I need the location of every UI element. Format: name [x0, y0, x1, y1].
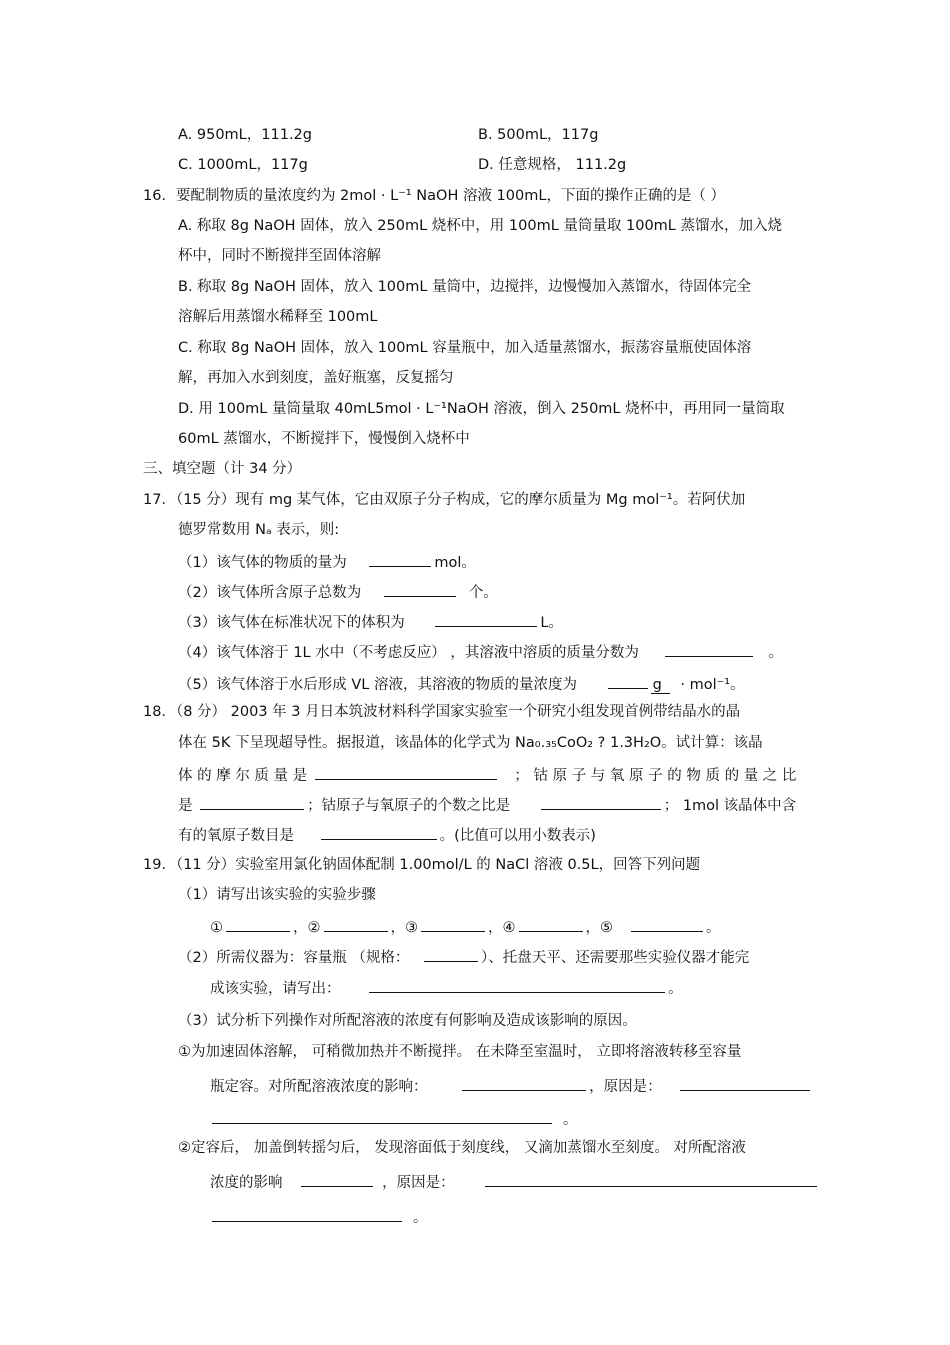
q16-option-d-line2: 60mL 蒸馏水，不断搅拌下，慢慢倒入烧杯中: [178, 431, 470, 447]
part-unit: L。: [540, 615, 563, 631]
answer-blank[interactable]: [212, 1206, 402, 1222]
answer-blank[interactable]: [665, 641, 753, 657]
section-heading: 三、填空题（计 34 分）: [143, 461, 302, 477]
q16-option-d-line1: D. 用 100mL 量筒量取 40mL5mol · L⁻¹NaOH 溶液，倒入 250mL 烧杯中，再用同一量筒取: [178, 401, 785, 417]
answer-blank[interactable]: [384, 581, 456, 597]
q17-part5: [178, 673, 745, 695]
answer-blank[interactable]: [435, 611, 537, 627]
step-end: 。: [706, 920, 721, 936]
answer-blank[interactable]: [541, 794, 661, 810]
q15-option-a: A. 950mL，111.2g: [178, 127, 312, 143]
part-unit: · mol⁻¹。: [680, 677, 745, 693]
step-marker: ，⑤: [585, 920, 613, 936]
q16-option-c-line2: 解，再加入水到刻度，盖好瓶塞，反复摇匀: [178, 370, 454, 386]
part-unit-g: g: [651, 677, 670, 694]
question-text: （15 分）现有 mg 某气体，它由双原子分子构成，它的摩尔质量为 Mg mol⁻¹。若阿伏加: [175, 492, 746, 508]
item-text: 浓度的影响: [210, 1175, 283, 1191]
step-marker: ，③: [390, 920, 418, 936]
answer-blank[interactable]: [680, 1075, 810, 1091]
step-marker: ①: [210, 920, 223, 936]
q19-item2-line1: ②定容后， 加盖倒转摇匀后， 发现溶面低于刻度线， 又滴加蒸馏水至刻度。 对所配溶液: [178, 1140, 746, 1156]
q15-option-d: D. 任意规格， 111.2g: [478, 157, 627, 173]
answer-blank[interactable]: [315, 764, 497, 780]
part-text: （5）该气体溶于水后形成 VL 溶液，其溶液的物质的量浓度为: [178, 677, 577, 693]
item-text: 。: [563, 1112, 578, 1128]
part-unit: 。: [768, 645, 783, 661]
answer-blank[interactable]: [462, 1075, 586, 1091]
part-text: ）、托盘天平、还需要那些实验仪器才能完: [480, 950, 750, 966]
part-unit: mol。: [434, 555, 476, 571]
question-text: （8 分） 2003 年 3 月日本筑波材料科学国家实验室一个研究小组发现首例带结晶水的晶: [175, 704, 741, 720]
question-number: 18．: [143, 704, 176, 720]
q19-stem: [143, 855, 700, 875]
step-marker: ，②: [293, 920, 321, 936]
line-text: 是: [178, 798, 193, 814]
q15-option-b: B. 500mL，117g: [478, 127, 599, 143]
part-text: （1）该气体的物质的量为: [178, 555, 347, 571]
q18-line3: [178, 764, 796, 786]
item-text: 。: [413, 1210, 428, 1226]
q16-option-b-line1: B. 称取 8g NaOH 固体，放入 100mL 量筒中，边搅拌，边慢慢加入蒸馏水，待固体完全: [178, 279, 752, 295]
line-text: ；钴原子与氧原子的个数之比是: [307, 798, 511, 814]
line-text: ； 1mol 该晶体中含: [663, 798, 797, 814]
q17-part2: [178, 581, 498, 603]
item-text: ，原因是：: [382, 1175, 455, 1191]
answer-blank[interactable]: [369, 977, 665, 993]
part-text: （2）所需仪器为：容量瓶 （规格：: [178, 950, 410, 966]
part-unit: 个。: [468, 585, 498, 601]
item-text: ，原因是：: [589, 1079, 662, 1095]
q19-part2-line1: [178, 946, 749, 968]
answer-blank[interactable]: [369, 551, 431, 567]
q18-line2: 体在 5K 下呈现超导性。据报道，该晶体的化学式为 Na₀.₃₅CoO₂ ? 1.3H₂O。试计算：该晶: [178, 735, 763, 751]
q15-option-c: C. 1000mL，117g: [178, 157, 308, 173]
line-text: 有的氧原子数目是: [178, 828, 294, 844]
q17-stem-line2: 德罗常数用 Nₐ 表示，则:: [178, 522, 340, 538]
q16-option-c-line1: C. 称取 8g NaOH 固体，放入 100mL 容量瓶中，加入适量蒸馏水，振荡容量瓶使固体溶: [178, 340, 752, 356]
q19-item2-line2: [210, 1171, 820, 1193]
question-number: 16．: [143, 188, 176, 204]
step-marker: ，④: [488, 920, 516, 936]
q18-line4: [178, 794, 796, 816]
answer-blank[interactable]: [301, 1171, 373, 1187]
answer-blank[interactable]: [200, 794, 304, 810]
part-text: 成该实验，请写出：: [210, 981, 341, 997]
q16-stem: [143, 186, 725, 206]
answer-blank[interactable]: [324, 916, 388, 932]
q19-item2-line3: [210, 1206, 428, 1228]
q17-part4: [178, 641, 783, 663]
q18-line1: [143, 702, 740, 722]
question-text: （11 分）实验室用氯化钠固体配制 1.00mol/L 的 NaCl 溶液 0.5L，回答下列问题: [175, 857, 701, 873]
q19-item1-line3: [210, 1108, 578, 1130]
q18-line5: [178, 824, 596, 846]
question-text: 要配制物质的量浓度约为 2mol · L⁻¹ NaOH 溶液 100mL，下面的操作正确的是（ ）: [175, 188, 726, 204]
item-text: 瓶定容。对所配溶液浓度的影响：: [210, 1079, 428, 1095]
part-text: （2）该气体所含原子总数为: [178, 585, 362, 601]
q19-item1-line2: [210, 1075, 813, 1097]
part-text: （3）该气体在标准状况下的体积为: [178, 615, 405, 631]
answer-blank[interactable]: [321, 824, 437, 840]
question-number: 17．: [143, 492, 176, 508]
line-text: ； 钴 原 子 与 氧 原 子 的 物 质 的 量 之 比: [514, 768, 797, 784]
q19-part2-line2: [210, 977, 683, 999]
answer-blank[interactable]: [212, 1108, 552, 1124]
answer-blank[interactable]: [226, 916, 290, 932]
answer-blank[interactable]: [631, 916, 703, 932]
answer-blank[interactable]: [485, 1171, 817, 1187]
answer-blank[interactable]: [424, 946, 478, 962]
q19-part1: （1）请写出该实验的实验步骤: [178, 887, 376, 903]
question-number: 19．: [143, 857, 176, 873]
part-text: （4）该气体溶于 1L 水中（不考虑反应） ，其溶液中溶质的质量分数为: [178, 645, 639, 661]
answer-blank[interactable]: [421, 916, 485, 932]
q19-item1-line1: ①为加速固体溶解， 可稍微加热并不断搅拌。 在未降至室温时， 立即将溶液转移至容量: [178, 1044, 742, 1060]
q17-stem-line1: [143, 490, 745, 510]
q17-part1: [178, 551, 476, 573]
q16-option-a-line1: A. 称取 8g NaOH 固体，放入 250mL 烧杯中，用 100mL 量筒量取 100mL 蒸馏水，加入烧: [178, 218, 782, 234]
part-text: 。: [668, 981, 683, 997]
q16-option-b-line2: 溶解后用蒸馏水稀释至 100mL: [178, 309, 378, 325]
q16-option-a-line2: 杯中，同时不断搅拌至固体溶解: [178, 248, 381, 264]
answer-blank[interactable]: [519, 916, 583, 932]
q19-part3: （3）试分析下列操作对所配溶液的浓度有何影响及造成该影响的原因。: [178, 1013, 637, 1029]
line-text: 。(比值可以用小数表示): [439, 828, 596, 844]
answer-blank[interactable]: [608, 673, 648, 689]
q17-part3: [178, 611, 563, 633]
q19-steps: [210, 916, 721, 938]
line-text: 体 的 摩 尔 质 量 是: [178, 768, 308, 784]
